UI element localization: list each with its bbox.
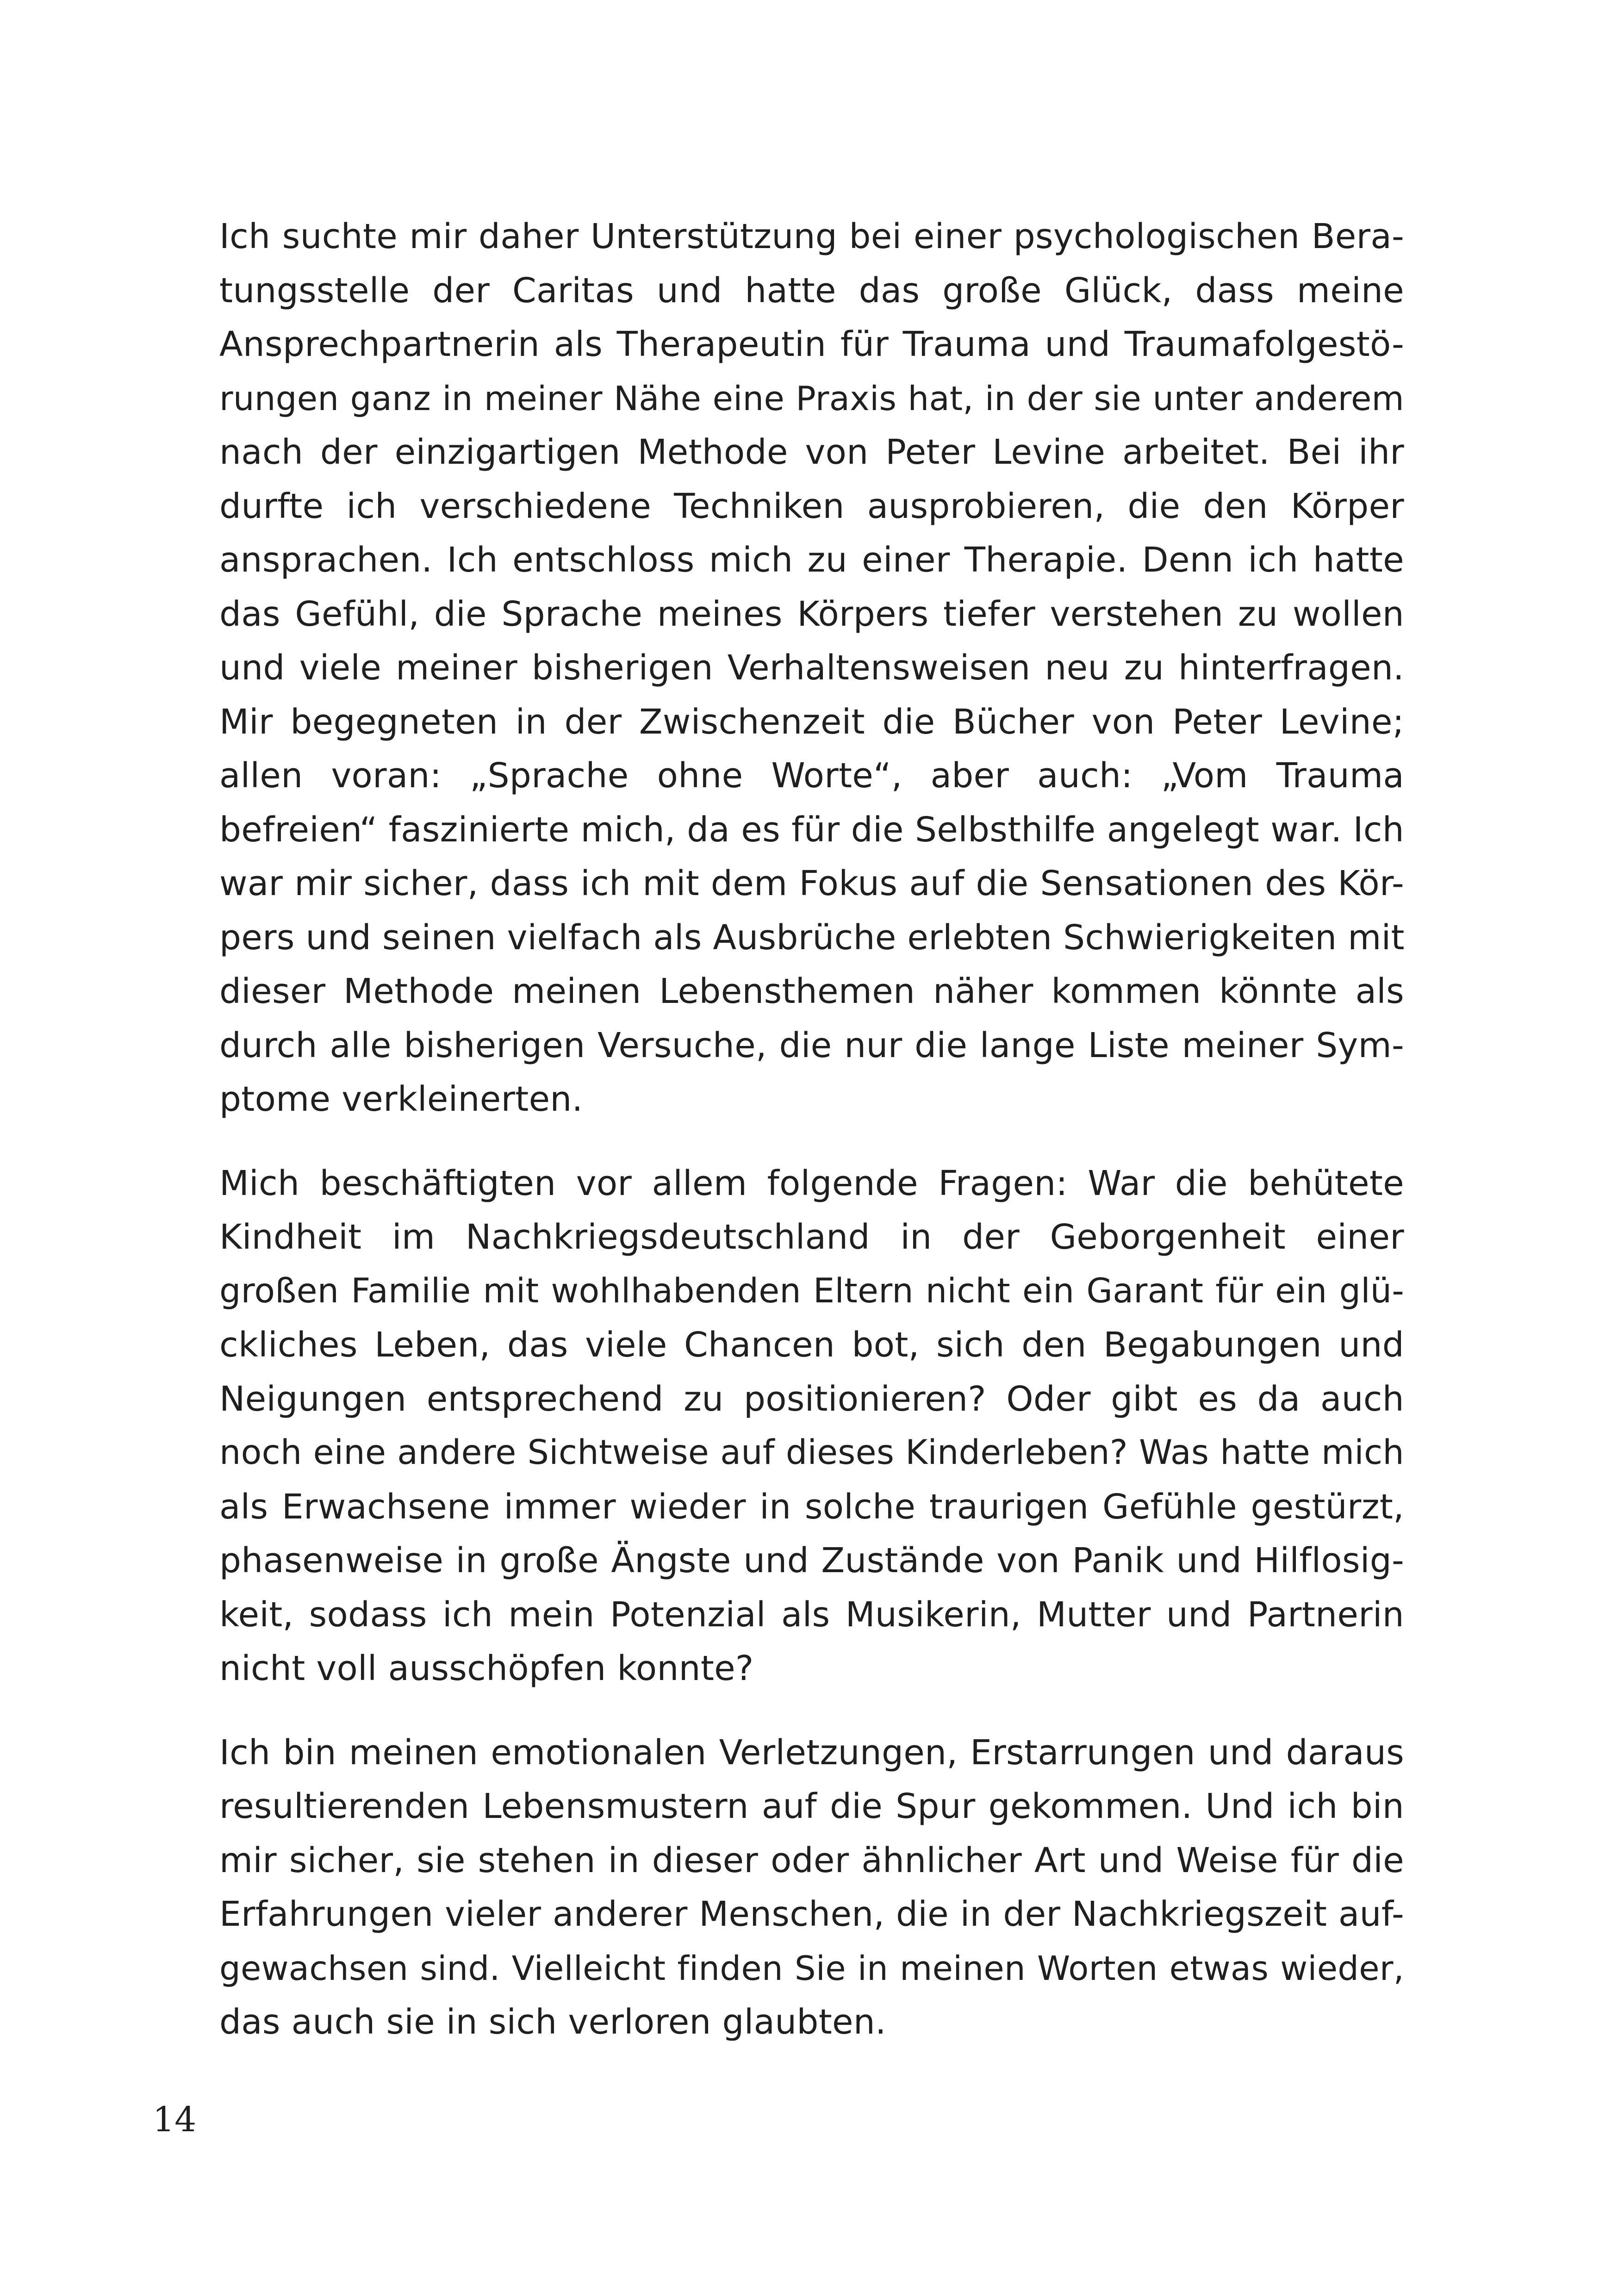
text-line: Neigungen entsprechend zu positionieren? Oder gibt es da auch (219, 1379, 1404, 1419)
text-line: Mich beschäftigten vor allem folgende Fragen: War die behütete (219, 1163, 1404, 1203)
text-line: war mir sicher, dass ich mit dem Fokus auf die Sensationen des Kör- (219, 864, 1404, 903)
text-line: und viele meiner bisherigen Verhaltensweisen neu zu hinterfragen. (219, 648, 1404, 688)
text-line: befreien“ faszinierte mich, da es für die Selbsthilfe angelegt war. Ich (219, 809, 1404, 850)
text-line: Erfahrungen vieler anderer Menschen, die in der Nachkriegszeit auf- (219, 1894, 1404, 1934)
text-line: gewachsen sind. Vielleicht finden Sie in meinen Worten etwas wieder, (219, 1948, 1404, 1988)
text-line: ckliches Leben, das viele Chancen bot, sich den Begabungen und (219, 1325, 1404, 1365)
text-line: großen Familie mit wohlhabenden Eltern nicht ein Garant für ein glü- (219, 1271, 1404, 1311)
text-line: resultierenden Lebensmustern auf die Spur gekommen. Und ich bin (219, 1786, 1404, 1826)
text-line: Ich suchte mir daher Unterstützung bei einer psychologischen Bera- (219, 217, 1404, 256)
page-number: 14 (153, 2100, 197, 2140)
text-line: ansprachen. Ich entschloss mich zu einer Therapie. Denn ich hatte (219, 540, 1404, 580)
text-line: ptome verkleinerten. (219, 1079, 583, 1119)
text-line: Mir begegneten in der Zwischenzeit die Bücher von Peter Levine; (219, 702, 1404, 742)
text-line: mir sicher, sie stehen in dieser oder ähnlicher Art und Weise für die (219, 1840, 1404, 1880)
text-line: nach der einzigartigen Methode von Peter Levine arbeitet. Bei ihr (219, 432, 1404, 472)
text-line: Ansprechpartnerin als Therapeutin für Trauma und Traumafolgestö- (219, 324, 1404, 364)
text-line: Kindheit im Nachkriegsdeutschland in der Geborgenheit einer (219, 1217, 1404, 1257)
text-line: durch alle bisherigen Versuche, die nur die lange Liste meiner Sym- (219, 1025, 1404, 1065)
paragraph (219, 210, 1404, 1126)
body-text (219, 210, 1404, 2049)
text-line: noch eine andere Sichtweise auf dieses Kinderleben? Was hatte mich (219, 1433, 1404, 1472)
text-line: tungsstelle der Caritas und hatte das große Glück, dass meine (219, 270, 1404, 311)
text-line: nicht voll ausschöpfen konnte? (219, 1649, 754, 1688)
text-line: das auch sie in sich verloren glaubten. (219, 2002, 886, 2042)
text-line: phasenweise in große Ängste und Zustände von Panik und Hilflosig- (219, 1541, 1404, 1580)
text-line: rungen ganz in meiner Nähe eine Praxis hat, in der sie unter anderem (219, 379, 1404, 418)
text-line: durfte ich verschiedene Techniken ausprobieren, die den Körper (219, 486, 1404, 526)
text-line: keit, sodass ich mein Potenzial als Musikerin, Mutter und Partnerin (219, 1594, 1404, 1635)
text-line: das Gefühl, die Sprache meines Körpers tiefer verstehen zu wollen (219, 594, 1404, 634)
text-line: allen voran: „Sprache ohne Worte“, aber auch: „Vom Trauma (219, 756, 1404, 796)
text-line: als Erwachsene immer wieder in solche traurigen Gefühle gestürzt, (219, 1487, 1404, 1527)
paragraph (219, 1157, 1404, 1696)
text-line: dieser Methode meinen Lebensthemen näher kommen könnte als (219, 971, 1404, 1011)
text-line: pers und seinen vielfach als Ausbrüche erlebten Schwierigkeiten mit (219, 917, 1405, 958)
paragraph (219, 1726, 1404, 2049)
text-line: Ich bin meinen emotionalen Verletzungen, Erstarrungen und daraus (219, 1732, 1404, 1773)
